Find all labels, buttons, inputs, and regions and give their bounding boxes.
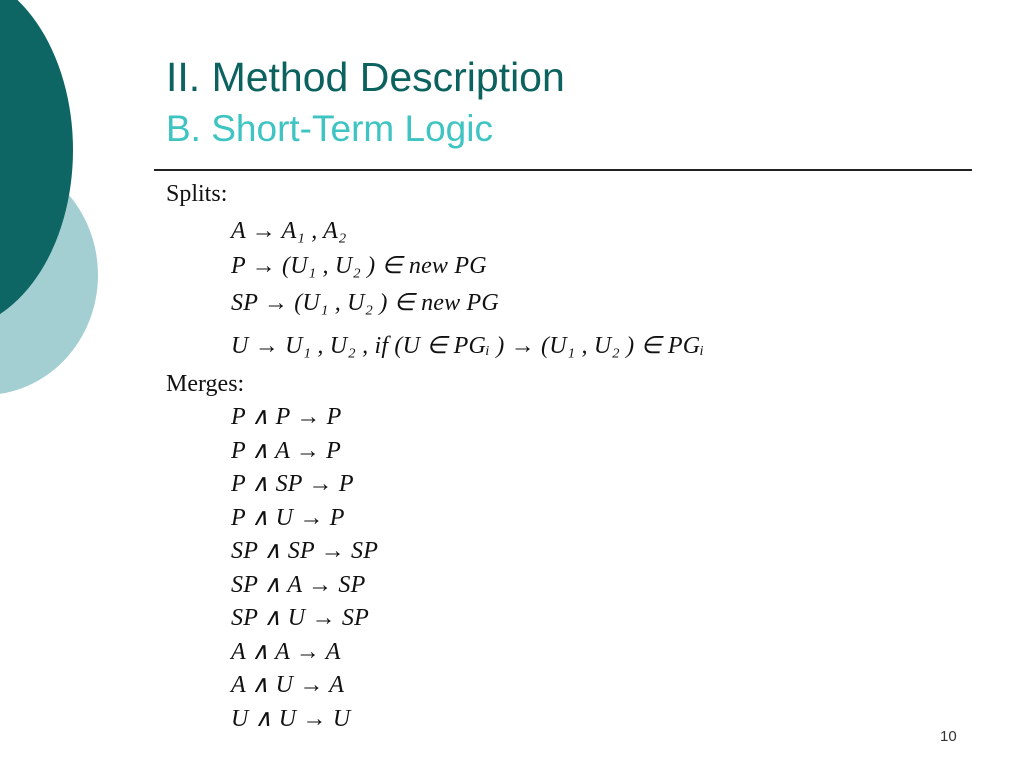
merges-heading: Merges: (166, 371, 245, 397)
merge-rule: SP ∧ A → SP (231, 572, 366, 598)
merge-rule: P ∧ U → P (231, 505, 345, 531)
merge-rule: SP ∧ SP → SP (231, 538, 379, 564)
merge-rule: P ∧ SP → P (231, 471, 354, 497)
splits-heading: Splits: (166, 181, 228, 207)
merge-rule: A ∧ A → A (231, 639, 341, 665)
split-rule: SP → (U₁ , U₂ ) ∈ new PG (231, 290, 499, 316)
slide-subtitle: B. Short-Term Logic (166, 108, 493, 149)
split-rule: A → A₁ , A₂ (231, 218, 347, 244)
split-rule: U → U₁ , U₂ , if (U ∈ PGᵢ ) → (U₁ , U₂ ) ∈ PGᵢ (231, 333, 705, 359)
merge-rule: P ∧ A → P (231, 438, 342, 464)
split-rule: P → (U₁ , U₂ ) ∈ new PG (231, 253, 487, 279)
page-number: 10 (940, 728, 957, 745)
slide-title: II. Method Description (166, 54, 565, 100)
merge-rule: SP ∧ U → SP (231, 605, 369, 631)
merge-rule: U ∧ U → U (231, 706, 351, 732)
merge-rule: P ∧ P → P (231, 404, 342, 430)
merge-rule: A ∧ U → A (231, 672, 345, 698)
